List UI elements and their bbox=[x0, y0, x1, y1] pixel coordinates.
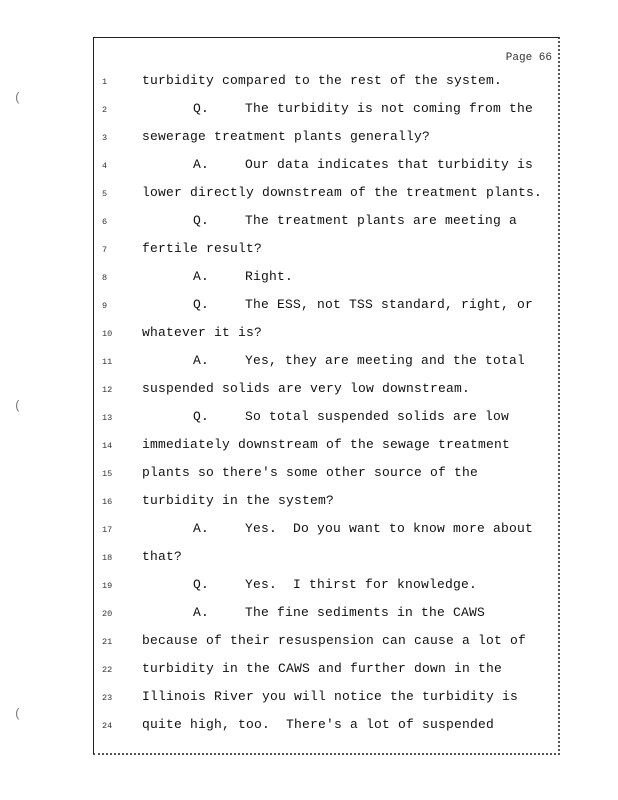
line-number: 11 bbox=[102, 357, 113, 367]
line-text bbox=[193, 157, 533, 172]
transcript-line bbox=[94, 549, 559, 569]
testimony-text: fertile result? bbox=[142, 241, 263, 256]
line-text bbox=[142, 633, 526, 648]
transcript-line bbox=[94, 689, 559, 709]
page-number: Page 66 bbox=[505, 52, 552, 64]
line-number: 8 bbox=[102, 273, 108, 283]
line-text bbox=[142, 437, 510, 452]
line-text bbox=[193, 605, 485, 620]
testimony-text: quite high, too. There's a lot of suspended bbox=[142, 717, 495, 732]
line-text bbox=[193, 409, 509, 424]
line-number: 17 bbox=[102, 525, 113, 535]
line-text bbox=[142, 129, 430, 144]
line-number: 7 bbox=[102, 245, 108, 255]
line-number: 19 bbox=[102, 581, 113, 591]
line-number: 3 bbox=[102, 133, 108, 143]
line-number: 15 bbox=[102, 469, 113, 479]
transcript-line bbox=[94, 297, 559, 317]
line-text bbox=[142, 73, 502, 88]
line-number: 12 bbox=[102, 385, 113, 395]
line-number: 6 bbox=[102, 217, 108, 227]
testimony-text: sewerage treatment plants generally? bbox=[142, 129, 431, 144]
testimony-text: The ESS, not TSS standard, right, or bbox=[245, 297, 534, 312]
testimony-text: turbidity compared to the rest of the system. bbox=[142, 73, 503, 88]
line-text bbox=[142, 493, 334, 508]
line-number: 23 bbox=[102, 693, 113, 703]
testimony-text: whatever it is? bbox=[142, 325, 263, 340]
speaker-label: Q. bbox=[193, 297, 210, 312]
speaker-label: A. bbox=[193, 269, 210, 284]
line-text bbox=[142, 465, 478, 480]
line-number: 21 bbox=[102, 637, 113, 647]
line-text bbox=[142, 661, 502, 676]
line-text bbox=[193, 101, 533, 116]
line-number: 1 bbox=[102, 77, 108, 87]
transcript-line bbox=[94, 521, 559, 541]
line-text bbox=[193, 269, 293, 284]
transcript-line bbox=[94, 381, 559, 401]
testimony-text: The treatment plants are meeting a bbox=[245, 213, 518, 228]
line-number: 4 bbox=[102, 161, 108, 171]
line-number: 22 bbox=[102, 665, 113, 675]
testimony-text: Right. bbox=[245, 269, 294, 284]
line-text bbox=[142, 689, 518, 704]
transcript-line bbox=[94, 353, 559, 373]
line-text bbox=[193, 353, 525, 368]
transcript-line bbox=[94, 269, 559, 289]
line-text bbox=[193, 297, 533, 312]
testimony-text: Yes, they are meeting and the total bbox=[245, 353, 526, 368]
transcript-line bbox=[94, 325, 559, 345]
testimony-text: The fine sediments in the CAWS bbox=[245, 605, 486, 620]
line-number: 18 bbox=[102, 553, 113, 563]
line-number: 5 bbox=[102, 189, 108, 199]
transcript-line bbox=[94, 73, 559, 93]
line-text bbox=[193, 577, 477, 592]
testimony-text: Yes. Do you want to know more about bbox=[245, 521, 534, 536]
transcript-line bbox=[94, 157, 559, 177]
testimony-text: Illinois River you will notice the turbidity is bbox=[142, 689, 519, 704]
testimony-text: immediately downstream of the sewage treatment bbox=[142, 437, 511, 452]
transcript-line bbox=[94, 213, 559, 233]
testimony-text: So total suspended solids are low bbox=[245, 409, 510, 424]
line-text bbox=[142, 717, 494, 732]
speaker-label: Q. bbox=[193, 101, 210, 116]
transcript-line bbox=[94, 605, 559, 625]
line-number: 9 bbox=[102, 301, 108, 311]
line-text bbox=[193, 213, 517, 228]
testimony-text: that? bbox=[142, 549, 183, 564]
speaker-label: Q. bbox=[193, 577, 210, 592]
speaker-label: A. bbox=[193, 157, 210, 172]
speaker-label: A. bbox=[193, 353, 210, 368]
transcript-line bbox=[94, 717, 559, 737]
transcript-line bbox=[94, 661, 559, 681]
speaker-label: A. bbox=[193, 521, 210, 536]
testimony-text: Yes. I thirst for knowledge. bbox=[245, 577, 478, 592]
line-text bbox=[142, 549, 182, 564]
punch-hole-mark: ( bbox=[14, 707, 22, 721]
testimony-text: turbidity in the system? bbox=[142, 493, 335, 508]
speaker-label: Q. bbox=[193, 213, 210, 228]
transcript-page bbox=[93, 37, 560, 755]
speaker-label: A. bbox=[193, 605, 210, 620]
line-text bbox=[142, 381, 470, 396]
transcript-line bbox=[94, 185, 559, 205]
punch-hole-mark: ( bbox=[14, 91, 22, 105]
line-text bbox=[193, 521, 533, 536]
testimony-text: Our data indicates that turbidity is bbox=[245, 157, 534, 172]
punch-hole-mark: ( bbox=[14, 399, 22, 413]
testimony-text: turbidity in the CAWS and further down in the bbox=[142, 661, 503, 676]
speaker-label: Q. bbox=[193, 409, 210, 424]
transcript-line bbox=[94, 577, 559, 597]
testimony-text: because of their resuspension can cause a lot of bbox=[142, 633, 527, 648]
testimony-text: The turbidity is not coming from the bbox=[245, 101, 534, 116]
transcript-line bbox=[94, 493, 559, 513]
transcript-line bbox=[94, 409, 559, 429]
testimony-text: suspended solids are very low downstream. bbox=[142, 381, 471, 396]
line-text bbox=[142, 325, 262, 340]
line-number: 20 bbox=[102, 609, 113, 619]
line-number: 24 bbox=[102, 721, 113, 731]
line-number: 13 bbox=[102, 413, 113, 423]
line-text bbox=[142, 241, 262, 256]
testimony-text: lower directly downstream of the treatment plants. bbox=[142, 185, 543, 200]
line-text bbox=[142, 185, 542, 200]
transcript-line bbox=[94, 465, 559, 485]
transcript-line bbox=[94, 241, 559, 261]
line-number: 10 bbox=[102, 329, 113, 339]
transcript-line bbox=[94, 101, 559, 121]
line-number: 16 bbox=[102, 497, 113, 507]
line-number: 14 bbox=[102, 441, 113, 451]
line-number: 2 bbox=[102, 105, 108, 115]
transcript-line bbox=[94, 437, 559, 457]
testimony-text: plants so there's some other source of the bbox=[142, 465, 479, 480]
transcript-line bbox=[94, 129, 559, 149]
transcript-line bbox=[94, 633, 559, 653]
